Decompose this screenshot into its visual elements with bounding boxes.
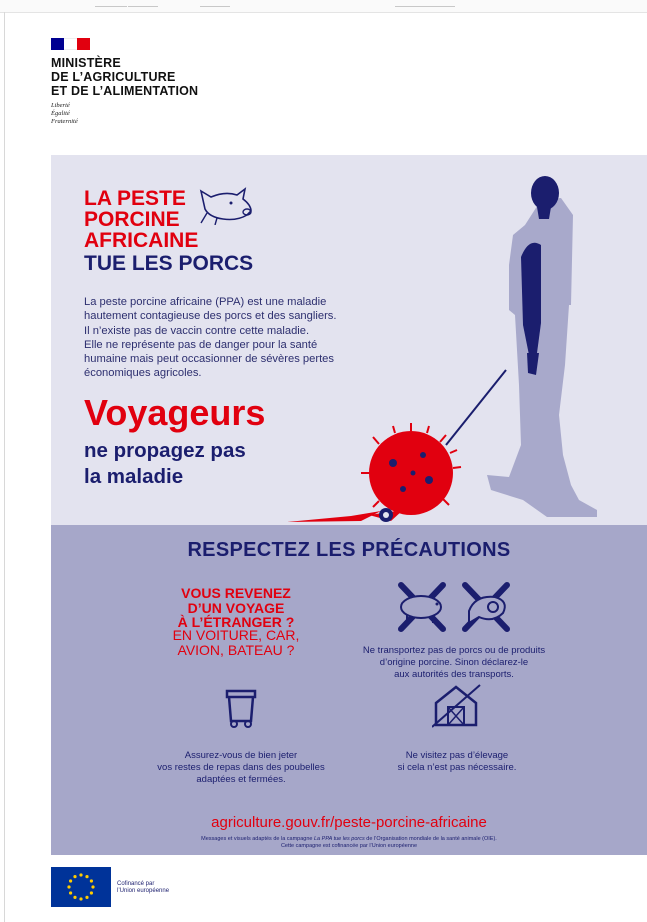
- campaign-poster: [51, 155, 647, 855]
- caption-line: aux autorités des transports.: [394, 669, 514, 680]
- bin-caption: [131, 750, 351, 786]
- headline-line: AFRICAINE: [84, 229, 199, 252]
- pig-head-icon: [197, 185, 255, 225]
- travel-modes-line: AVION, BATEAU ?: [177, 641, 295, 658]
- eu-label-line: l’Union européenne: [117, 888, 170, 894]
- headline: [84, 188, 198, 251]
- transport-caption: [343, 645, 565, 681]
- caption-line: d’origine porcine. Sinon déclarez-le: [379, 657, 529, 668]
- ministry-line: ET DE L’ALIMENTATION: [51, 84, 199, 98]
- page-edge: [4, 12, 5, 922]
- question-line: À L’ÉTRANGER ?: [177, 614, 295, 630]
- eu-cofinancing-label: [117, 881, 169, 895]
- intro-line: hautement contagieuse des porcs et des sangliers.: [84, 310, 337, 323]
- ministry-line: DE L’AGRICULTURE: [51, 70, 176, 84]
- intro-paragraph: [84, 295, 394, 381]
- caption-line: vos restes de repas dans des poubelles: [157, 762, 325, 773]
- ministry-name: [51, 56, 198, 98]
- ministry-logo: [51, 38, 198, 126]
- fine-print-campaign-name: La PPA tue les porcs: [314, 836, 365, 842]
- fine-print-text: de l’Organisation mondiale de la santé animale (OIE).: [364, 836, 497, 842]
- fine-print: [81, 836, 617, 850]
- no-farm-visit-icon: [432, 683, 482, 729]
- motto-line: Liberté: [51, 102, 70, 109]
- voyageurs-sub-line: la maladie: [84, 465, 184, 488]
- farm-caption: [357, 750, 557, 774]
- poster-upper-panel: [51, 155, 647, 525]
- precautions-panel: [51, 525, 647, 855]
- intro-line: Il n’existe pas de vaccin contre cette maladie.: [84, 324, 310, 337]
- intro-line: humaine mais peut occasionner de sévères pertes: [84, 353, 334, 366]
- caption-line: Ne visitez pas d’élevage: [405, 750, 509, 761]
- headline-line: PORCINE: [84, 208, 180, 231]
- headline-line: LA PESTE: [84, 187, 186, 210]
- question-line: D’UN VOYAGE: [187, 599, 285, 616]
- fine-print-line: [81, 836, 617, 843]
- intro-line: économiques agricoles.: [84, 367, 202, 380]
- motto-line: Fraternité: [51, 118, 78, 125]
- motto-line: Égalité: [51, 110, 70, 117]
- caption-line: adaptées et fermées.: [196, 774, 286, 785]
- intro-line: Elle ne représente pas de danger pour la santé: [84, 338, 318, 351]
- voyageurs-heading: Voyageurs: [84, 392, 266, 433]
- travel-question: [146, 586, 326, 630]
- eu-label-line: Cofinancé par: [117, 881, 155, 887]
- caption-line: Assurez-vous de bien jeter: [184, 750, 298, 761]
- voyageurs-sub-line: ne propagez pas: [84, 439, 246, 462]
- fine-print-line: Cette campagne est cofinancée par l’Union européenne: [280, 843, 418, 849]
- virus-suitcase-icon: [361, 423, 461, 522]
- travel-modes: [146, 628, 326, 657]
- caption-line: si cela n’est pas nécessaire.: [397, 762, 517, 773]
- eu-flag-icon: [51, 867, 111, 907]
- precautions-title: RESPECTEZ LES PRÉCAUTIONS: [187, 539, 511, 561]
- viewer-toolbar-strip: [0, 0, 647, 13]
- headline-subtitle: TUE LES PORCS: [84, 252, 254, 275]
- caption-line: Ne transportez pas de porcs ou de produits: [362, 645, 546, 656]
- campaign-url[interactable]: agriculture.gouv.fr/peste-porcine-africaine: [211, 814, 487, 831]
- no-pork-transport-icon: [393, 581, 515, 633]
- trash-bin-icon: [221, 685, 261, 729]
- republic-motto: [51, 102, 198, 126]
- question-line: VOUS REVENEZ: [181, 585, 291, 601]
- intro-line: La peste porcine africaine (PPA) est une maladie: [84, 296, 327, 308]
- ministry-line: MINISTÈRE: [51, 56, 121, 70]
- walking-man-figure: [487, 176, 597, 517]
- travel-modes-line: EN VOITURE, CAR,: [172, 627, 300, 643]
- french-flag-icon: [51, 38, 90, 50]
- fine-print-text: Messages et visuels adaptés de la campagne: [201, 836, 314, 842]
- voyageurs-subheading: [84, 438, 246, 490]
